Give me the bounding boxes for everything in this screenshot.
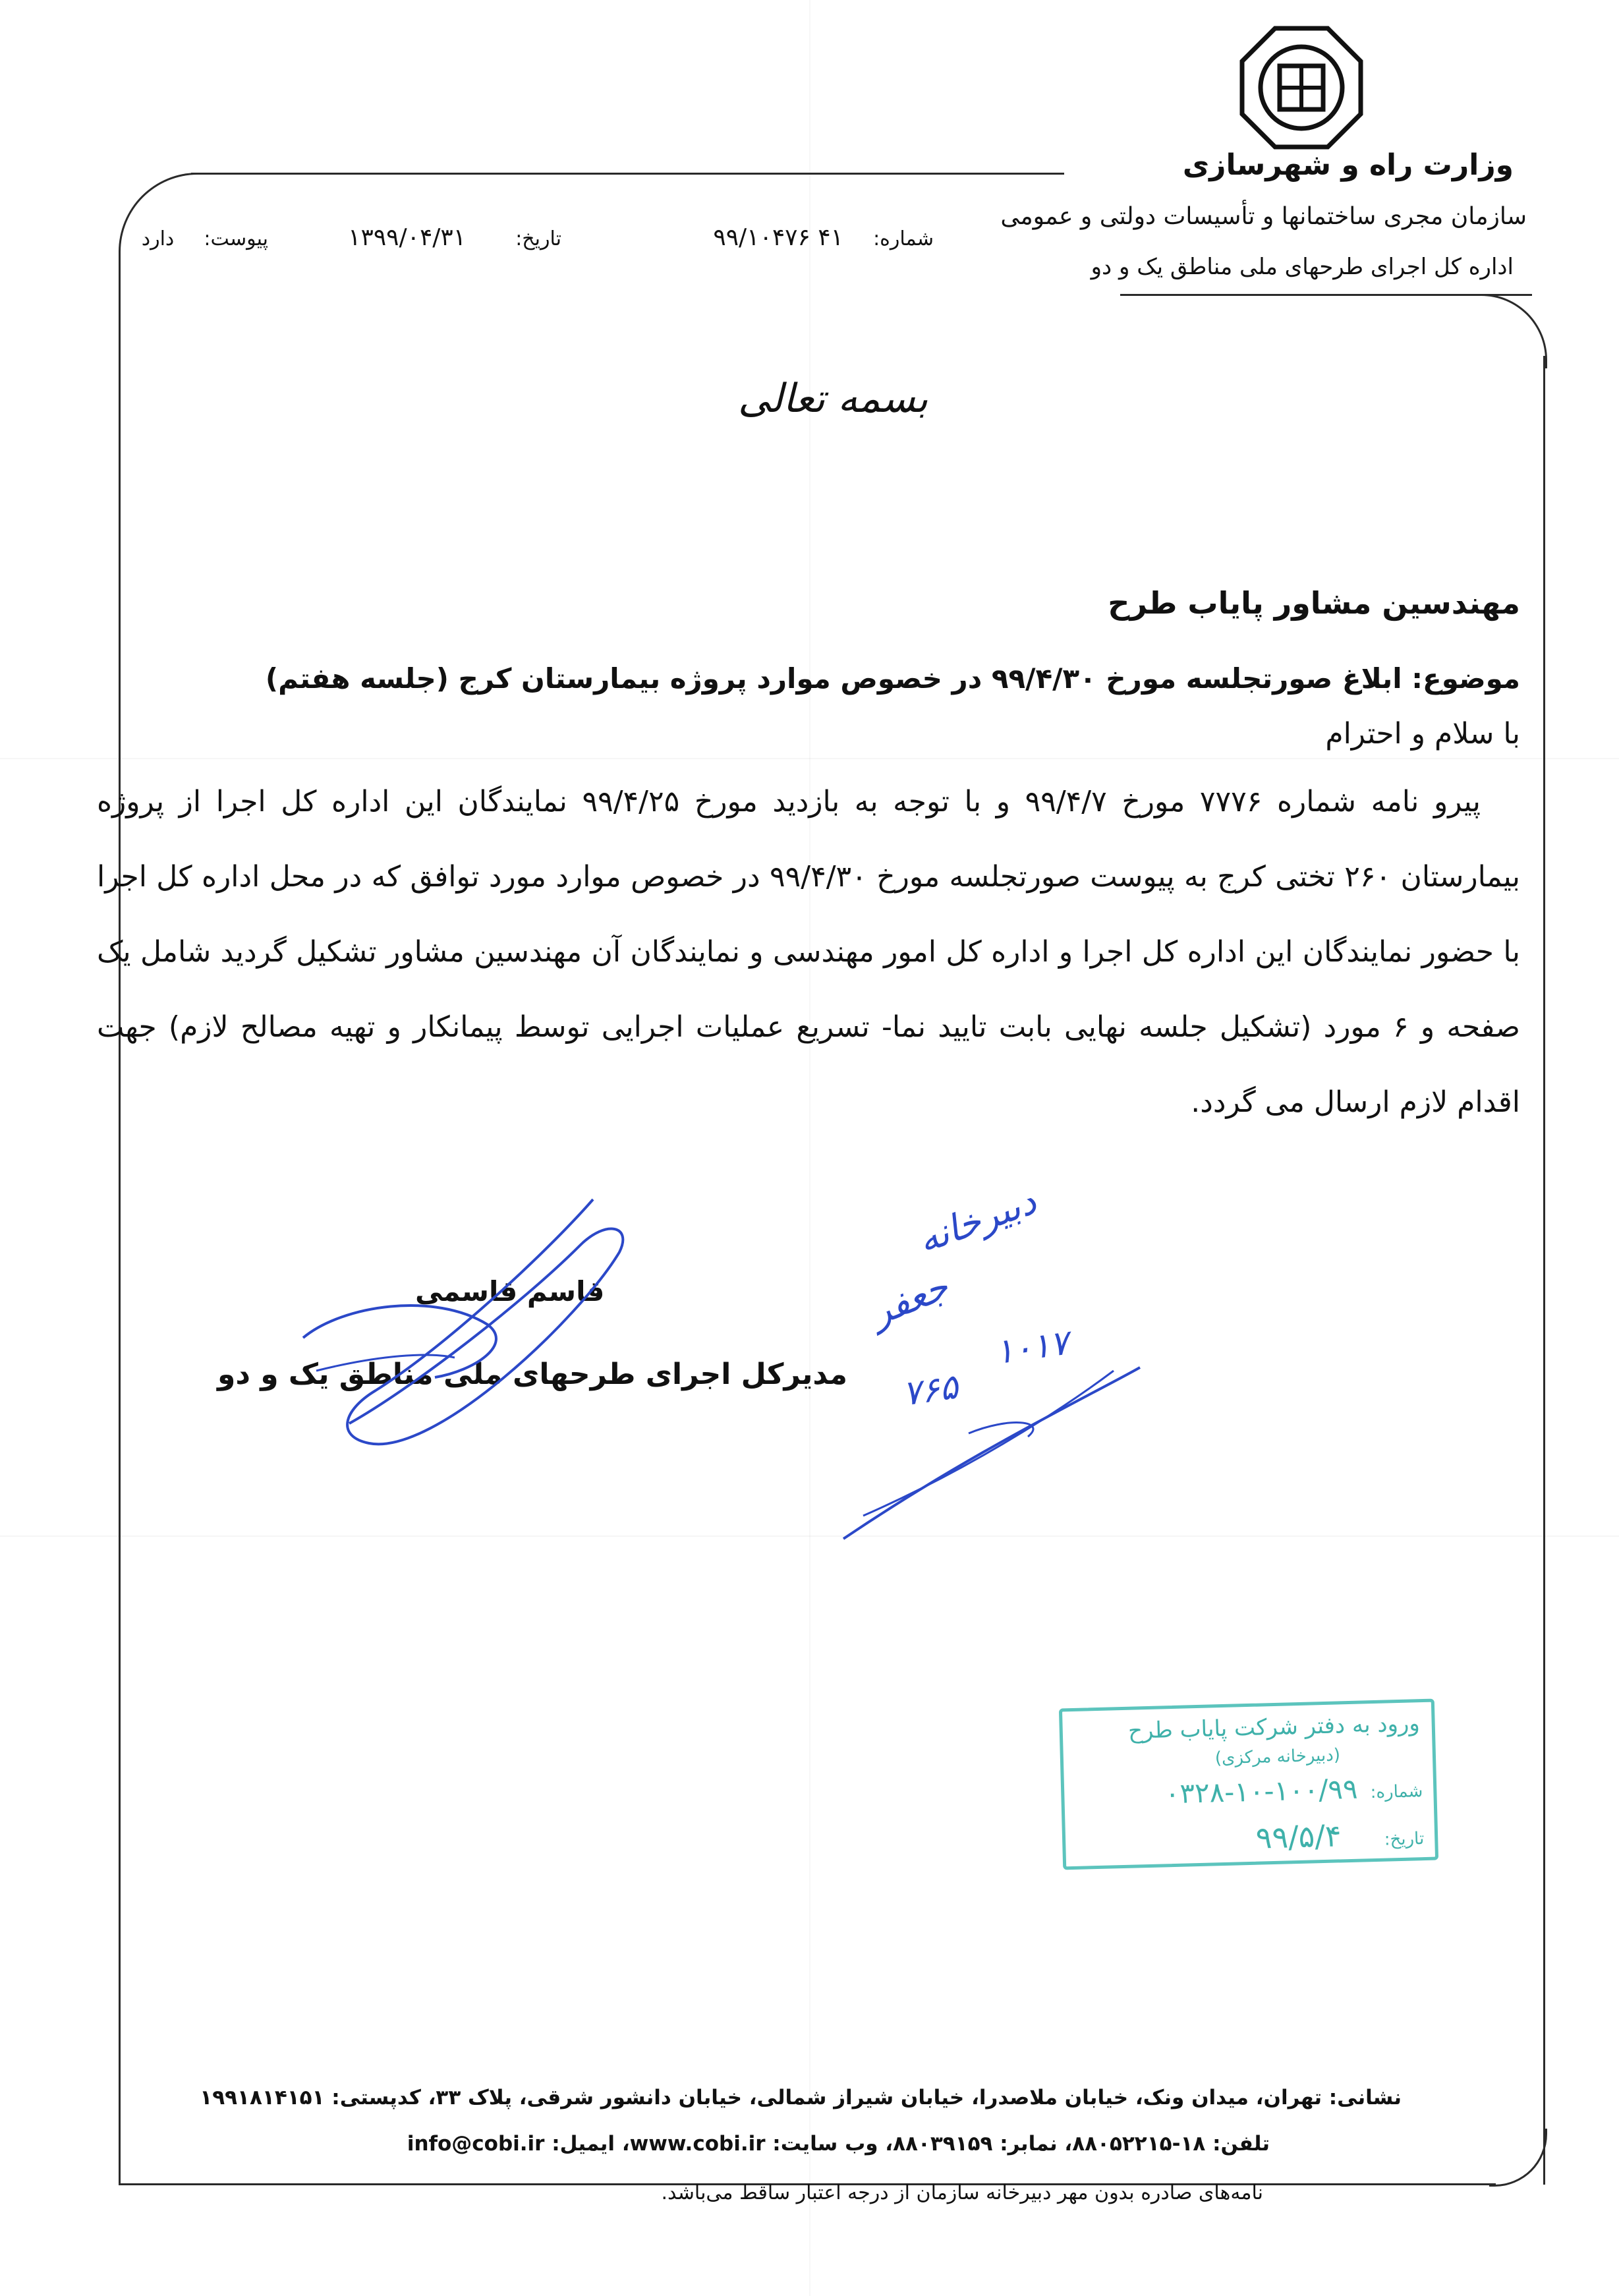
letter-number <box>713 224 934 251</box>
subject: موضوع: ابلاغ صورتجلسه مورخ ۹۹/۴/۳۰ در خصوص موارد پروژه بیمارستان کرج (جلسه هفتم) <box>265 662 1520 695</box>
frame-top-right-line <box>1120 294 1532 296</box>
frame-right-line <box>1543 356 1545 2185</box>
signer-name: قاسم قاسمی <box>415 1275 605 1307</box>
letter-date <box>348 224 561 251</box>
recipient: مهندسین مشاور پایاب طرح <box>1108 585 1520 621</box>
footer-address: نشانی: تهران، میدان ونک، خیابان ملاصدرا، خیابان شیراز شمالی، خیابان دانشور شرقی، پلاک ۳۳، کدپستی: ۱۹۹۱۸۱۴۱۵۱ <box>200 2086 1402 2109</box>
entry-stamp <box>1059 1699 1438 1870</box>
note-line: ۱۰۱۷ <box>992 1323 1071 1373</box>
greeting: با سلام و احترام <box>1325 717 1520 751</box>
letter-body: پیرو نامه شماره ۷۷۷۶ مورخ ۹۹/۴/۷ و با توجه به بازدید مورخ ۹۹/۴/۲۵ نمایندگان این اداره کل اجرا از پروژه بیمارستان ۲۶۰ تختی کرج به پیوست صورتجلسه مورخ ۹۹/۴/۳۰ در خصوص موارد مورد توافق که در محل اداره کل اجرا با حضور نمایندگان این اداره کل اجرا و اداره کل امور مهندسی و نمایندگان آن مهندسین مشاور تشکیل گردید شامل یک صفحه و ۶ مورد (تشکیل جلسه نهایی بابت تایید نما- تسریع عملیات اجرایی توسط پیمانکار و تهیه مصالح لازم) جهت اقدام لازم ارسال می گردد. <box>97 785 1521 1119</box>
attachment-value: دارد <box>141 227 175 250</box>
attachment-label: پیوست: <box>204 227 268 250</box>
note-line: ۷۶۵ <box>900 1367 961 1414</box>
department-name: اداره کل اجرای طرحهای ملی مناطق یک و دو <box>1091 254 1514 280</box>
stamp-subtitle: (دبیرخانه مرکزی) <box>1214 1745 1341 1769</box>
letter-attachment <box>142 227 268 250</box>
stamp-title: ورود به دفتر شرکت پایاب طرح <box>1127 1710 1421 1744</box>
basmala: بسمه تعالی <box>738 376 928 422</box>
paper-fold <box>809 0 810 2296</box>
stamp-number-row <box>1164 1771 1423 1810</box>
stamp-date-value: ۹۹/۵/۴ <box>1255 1818 1342 1856</box>
frame-corner-left <box>119 173 213 267</box>
stamp-number-value: ۱۰۰/۹۹-۱۰-۰۳۲۸ <box>1164 1772 1359 1810</box>
frame-bottom-right-curve <box>1489 2129 1547 2187</box>
note-line: جعفر <box>865 1265 955 1335</box>
stamp-number-label: شماره: <box>1370 1781 1423 1803</box>
date-label: تاریخ: <box>515 227 561 250</box>
frame-left-line <box>119 250 121 2185</box>
footer-contact: تلفن: ۱۸-۸۸۰۵۲۲۱۵، نمابر: ۸۸۰۳۹۱۵۹، وب سایت: www.cobi.ir، ایمیل: info@cobi.ir <box>407 2132 1270 2156</box>
frame-top-line <box>191 173 1064 175</box>
date-value: ۱۳۹۹/۰۴/۳۱ <box>348 224 467 251</box>
note-line: دبیرخانه <box>912 1180 1042 1262</box>
stamp-date-row <box>1255 1816 1425 1856</box>
signature-scribble <box>237 1173 633 1476</box>
signer-title: مدیرکل اجرای طرحهای ملی مناطق یک و دو <box>217 1358 848 1391</box>
organization-name: سازمان مجری ساختمانها و تأسیسات دولتی و عمومی <box>1000 203 1527 230</box>
stamp-date-label: تاریخ: <box>1384 1829 1425 1850</box>
number-value: ۴۱ ۹۹/۱۰۴۷۶ <box>713 224 843 251</box>
number-label: شماره: <box>873 227 934 250</box>
handwritten-note <box>810 1173 1153 1542</box>
ministry-name: وزارت راه و شهرسازی <box>1182 148 1514 182</box>
ministry-logo <box>1239 25 1364 150</box>
footer-notice: نامه‌های صادره بدون مهر دبیرخانه سازمان از درجه اعتبار ساقط می‌باشد. <box>661 2181 1263 2204</box>
frame-corner-right <box>1473 294 1547 368</box>
